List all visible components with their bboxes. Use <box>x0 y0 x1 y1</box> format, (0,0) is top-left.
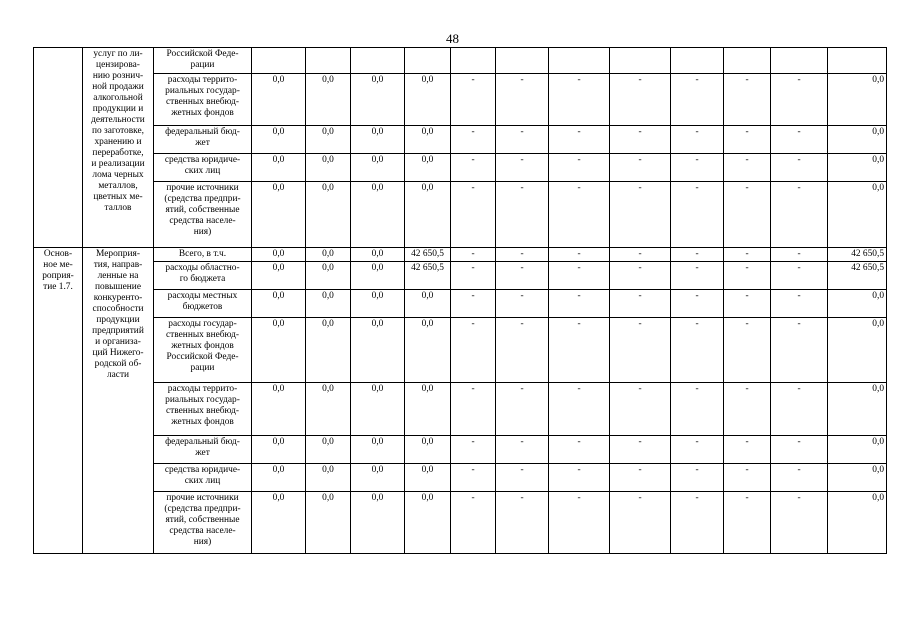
value-cell: - <box>724 126 771 154</box>
value-cell: - <box>496 74 549 126</box>
value-cell: - <box>496 262 549 290</box>
value-cell: 0,0 <box>306 464 351 492</box>
value-cell: - <box>771 74 828 126</box>
value-cell: - <box>451 74 496 126</box>
value-cell: - <box>496 436 549 464</box>
funding-source-cell: расходы террито- риальных государ- ственных внебюд- жетных фондов <box>154 74 252 126</box>
value-cell: - <box>496 248 549 262</box>
value-cell: 0,0 <box>351 383 405 436</box>
value-cell: - <box>671 182 724 248</box>
value-cell: - <box>610 74 671 126</box>
page-number: 48 <box>446 31 459 46</box>
value-cell: 0,0 <box>828 290 887 318</box>
value-cell: 0,0 <box>252 436 306 464</box>
value-cell: 0,0 <box>306 262 351 290</box>
value-cell: - <box>451 126 496 154</box>
value-cell: 0,0 <box>252 383 306 436</box>
value-cell: - <box>671 318 724 383</box>
value-cell: - <box>451 262 496 290</box>
value-cell: 42 650,5 <box>828 262 887 290</box>
table-row <box>34 383 887 436</box>
value-cell: - <box>771 383 828 436</box>
value-cell: - <box>671 74 724 126</box>
value-cell: 0,0 <box>351 126 405 154</box>
value-cell <box>610 48 671 74</box>
value-cell: - <box>771 464 828 492</box>
value-cell: 0,0 <box>828 154 887 182</box>
budget-table <box>33 47 887 554</box>
value-cell: 0,0 <box>351 182 405 248</box>
value-cell: - <box>549 318 610 383</box>
value-cell: 0,0 <box>252 154 306 182</box>
table-row <box>34 126 887 154</box>
table-row <box>34 74 887 126</box>
measure-label-cell: Основ- ное ме- роприя- тие 1.7. <box>34 248 83 554</box>
value-cell: - <box>610 126 671 154</box>
value-cell: - <box>549 290 610 318</box>
funding-source-cell: расходы государ- ственных внебюд- жетных фондов Российской Феде- рации <box>154 318 252 383</box>
value-cell: 42 650,5 <box>405 248 451 262</box>
value-cell: 0,0 <box>405 290 451 318</box>
value-cell: 0,0 <box>252 290 306 318</box>
value-cell: - <box>496 126 549 154</box>
value-cell: - <box>496 383 549 436</box>
value-cell: - <box>451 383 496 436</box>
value-cell: - <box>451 248 496 262</box>
value-cell: - <box>671 290 724 318</box>
value-cell: - <box>671 492 724 554</box>
value-cell: - <box>671 154 724 182</box>
value-cell <box>724 48 771 74</box>
value-cell: - <box>451 436 496 464</box>
value-cell: - <box>610 154 671 182</box>
value-cell: 0,0 <box>252 74 306 126</box>
value-cell: 0,0 <box>405 383 451 436</box>
value-cell: - <box>724 318 771 383</box>
value-cell: 0,0 <box>306 154 351 182</box>
value-cell: - <box>549 126 610 154</box>
value-cell: - <box>610 464 671 492</box>
value-cell: 0,0 <box>405 318 451 383</box>
value-cell: - <box>724 74 771 126</box>
value-cell: 0,0 <box>252 262 306 290</box>
value-cell: 0,0 <box>828 126 887 154</box>
value-cell: - <box>496 492 549 554</box>
value-cell: 0,0 <box>828 182 887 248</box>
value-cell: - <box>724 383 771 436</box>
value-cell: - <box>610 262 671 290</box>
value-cell: - <box>451 290 496 318</box>
value-cell: - <box>610 383 671 436</box>
value-cell: - <box>610 318 671 383</box>
value-cell: - <box>771 126 828 154</box>
value-cell: - <box>671 248 724 262</box>
value-cell: - <box>610 436 671 464</box>
value-cell: - <box>610 492 671 554</box>
value-cell: 0,0 <box>828 464 887 492</box>
value-cell: 42 650,5 <box>405 262 451 290</box>
value-cell: 0,0 <box>828 436 887 464</box>
value-cell: - <box>610 248 671 262</box>
value-cell <box>771 48 828 74</box>
value-cell: - <box>549 154 610 182</box>
value-cell: - <box>451 182 496 248</box>
value-cell: - <box>771 182 828 248</box>
funding-source-cell: прочие источники (средства предпри- ятий, собственные средства населе- ния) <box>154 492 252 554</box>
value-cell: - <box>549 248 610 262</box>
funding-source-cell: расходы местных бюджетов <box>154 290 252 318</box>
value-cell: 0,0 <box>252 126 306 154</box>
table-body <box>34 48 887 554</box>
funding-source-cell: прочие источники (средства предпри- ятий, собственные средства населе- ния) <box>154 182 252 248</box>
value-cell <box>549 48 610 74</box>
value-cell: - <box>451 464 496 492</box>
value-cell: - <box>549 436 610 464</box>
value-cell: 0,0 <box>405 436 451 464</box>
value-cell: - <box>724 262 771 290</box>
value-cell: - <box>671 436 724 464</box>
table-row <box>34 492 887 554</box>
value-cell: 0,0 <box>351 492 405 554</box>
funding-source-cell: Всего, в т.ч. <box>154 248 252 262</box>
value-cell: - <box>771 262 828 290</box>
value-cell: - <box>771 436 828 464</box>
value-cell: 0,0 <box>252 182 306 248</box>
value-cell: 0,0 <box>306 318 351 383</box>
value-cell: - <box>451 318 496 383</box>
value-cell: - <box>451 492 496 554</box>
value-cell: 0,0 <box>351 290 405 318</box>
funding-source-cell: федеральный бюд- жет <box>154 126 252 154</box>
funding-source-cell: Российской Феде- рации <box>154 48 252 74</box>
value-cell: 0,0 <box>252 318 306 383</box>
value-cell: 0,0 <box>252 464 306 492</box>
value-cell: 0,0 <box>405 154 451 182</box>
value-cell: - <box>496 182 549 248</box>
value-cell <box>828 48 887 74</box>
value-cell <box>671 48 724 74</box>
value-cell: 0,0 <box>306 290 351 318</box>
value-cell: - <box>771 290 828 318</box>
value-cell: 0,0 <box>405 182 451 248</box>
value-cell <box>451 48 496 74</box>
value-cell: - <box>771 318 828 383</box>
value-cell: 0,0 <box>351 436 405 464</box>
funding-source-cell: средства юридиче- ских лиц <box>154 464 252 492</box>
value-cell: 0,0 <box>405 126 451 154</box>
value-cell: - <box>549 74 610 126</box>
table-row <box>34 290 887 318</box>
value-cell: 0,0 <box>306 436 351 464</box>
table-row <box>34 318 887 383</box>
table-row <box>34 436 887 464</box>
value-cell: 0,0 <box>351 248 405 262</box>
value-cell: - <box>549 262 610 290</box>
value-cell: 0,0 <box>252 248 306 262</box>
value-cell: 0,0 <box>351 262 405 290</box>
value-cell: 0,0 <box>351 464 405 492</box>
table-row <box>34 248 887 262</box>
value-cell: - <box>671 126 724 154</box>
table-row <box>34 154 887 182</box>
measure-description-cell: услуг по ли- цензирова- нию рознич- ной продажи алкогольной продукции и деятельности по заготовке, хранению и переработке, и реализации лома черных металлов, цветных ме- таллов <box>83 48 154 248</box>
measure-label-cell <box>34 48 83 248</box>
value-cell <box>496 48 549 74</box>
value-cell: - <box>610 182 671 248</box>
value-cell: 0,0 <box>828 383 887 436</box>
table-row <box>34 48 887 74</box>
value-cell: 0,0 <box>351 154 405 182</box>
value-cell: - <box>496 154 549 182</box>
table-row <box>34 464 887 492</box>
value-cell: 0,0 <box>405 492 451 554</box>
value-cell <box>252 48 306 74</box>
value-cell: - <box>671 383 724 436</box>
value-cell: 0,0 <box>306 74 351 126</box>
value-cell: - <box>549 383 610 436</box>
value-cell: 0,0 <box>306 383 351 436</box>
value-cell: 0,0 <box>351 318 405 383</box>
value-cell: - <box>771 492 828 554</box>
value-cell: 0,0 <box>828 74 887 126</box>
value-cell: 42 650,5 <box>828 248 887 262</box>
value-cell: - <box>724 290 771 318</box>
value-cell: 0,0 <box>351 74 405 126</box>
funding-source-cell: средства юридиче- ских лиц <box>154 154 252 182</box>
value-cell: - <box>451 154 496 182</box>
table-row <box>34 262 887 290</box>
funding-source-cell: расходы террито- риальных государ- ственных внебюд- жетных фондов <box>154 383 252 436</box>
funding-source-cell: расходы областно- го бюджета <box>154 262 252 290</box>
value-cell: 0,0 <box>252 492 306 554</box>
value-cell: 0,0 <box>828 318 887 383</box>
value-cell: - <box>549 182 610 248</box>
value-cell <box>351 48 405 74</box>
table-row <box>34 182 887 248</box>
measure-description-cell: Мероприя- тия, направ- ленные на повышение конкуренто- способности продукции предприятий и организа- ций Нижего- родской об- ласти <box>83 248 154 554</box>
value-cell <box>306 48 351 74</box>
value-cell: 0,0 <box>306 492 351 554</box>
value-cell: - <box>610 290 671 318</box>
value-cell: - <box>771 154 828 182</box>
value-cell: - <box>496 290 549 318</box>
value-cell: - <box>671 464 724 492</box>
value-cell: - <box>724 464 771 492</box>
value-cell <box>405 48 451 74</box>
value-cell: 0,0 <box>405 74 451 126</box>
value-cell: 0,0 <box>306 182 351 248</box>
value-cell: - <box>724 492 771 554</box>
value-cell: 0,0 <box>306 126 351 154</box>
value-cell: - <box>549 492 610 554</box>
value-cell: - <box>724 154 771 182</box>
value-cell: - <box>496 318 549 383</box>
value-cell: - <box>549 464 610 492</box>
value-cell: 0,0 <box>828 492 887 554</box>
value-cell: 0,0 <box>306 248 351 262</box>
value-cell: - <box>496 464 549 492</box>
value-cell: - <box>771 248 828 262</box>
value-cell: - <box>671 262 724 290</box>
value-cell: - <box>724 436 771 464</box>
funding-source-cell: федеральный бюд- жет <box>154 436 252 464</box>
value-cell: 0,0 <box>405 464 451 492</box>
value-cell: - <box>724 248 771 262</box>
value-cell: - <box>724 182 771 248</box>
